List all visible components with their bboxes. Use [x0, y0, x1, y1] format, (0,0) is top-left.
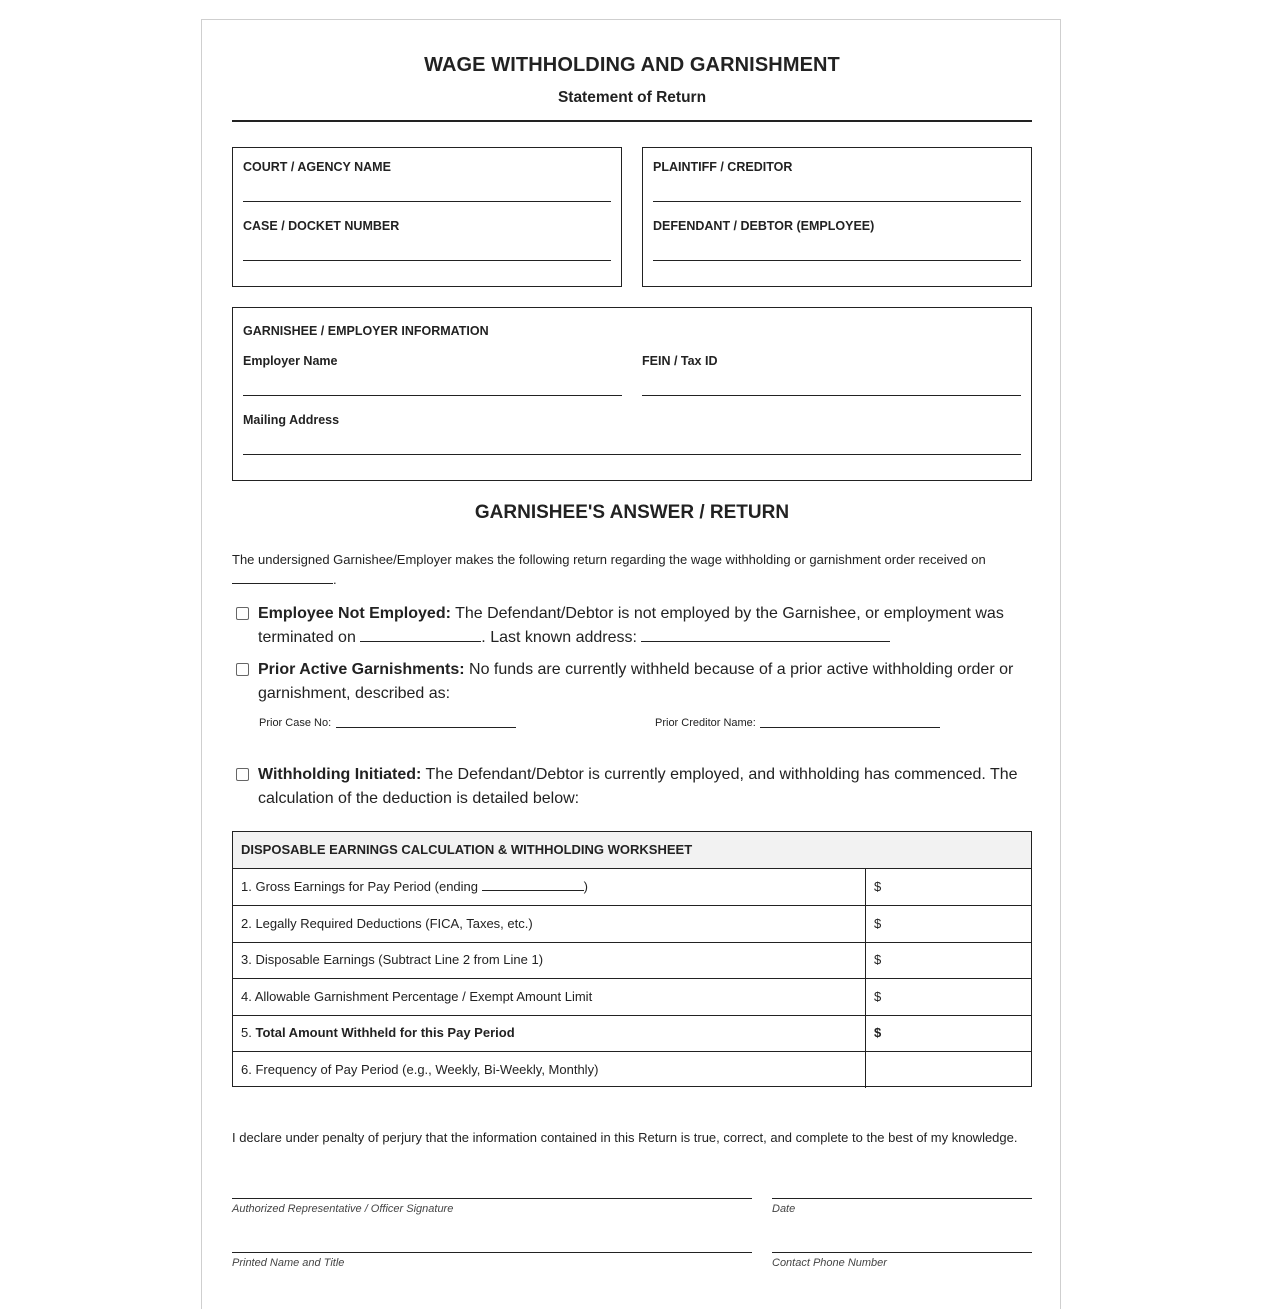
mailing-address-label: Mailing Address [243, 413, 340, 427]
employer-info-heading: GARNISHEE / EMPLOYER INFORMATION [243, 324, 489, 338]
court-agency-label: COURT / AGENCY NAME [243, 160, 391, 174]
answer-intro [232, 550, 1032, 590]
court-case-box [232, 147, 622, 287]
mailing-address-field[interactable] [243, 454, 1021, 455]
fein-label: FEIN / Tax ID [642, 354, 718, 368]
worksheet-row [233, 906, 1031, 943]
worksheet-row [233, 942, 1031, 979]
contact-phone-label: Contact Phone Number [772, 1257, 887, 1269]
worksheet-row [233, 1015, 1031, 1052]
withholding-initiated-text: The Defendant/Debtor is currently employed, and withholding has commenced. The calculation of the deduction is detailed below: [258, 766, 1018, 807]
allowable-percentage-amount[interactable]: $ [865, 979, 1032, 1015]
worksheet-row [233, 1052, 1031, 1088]
prior-garnishments-heading: Prior Active Garnishments: [258, 661, 465, 678]
total-withheld-label: Total Amount Withheld for this Pay Period [255, 1025, 515, 1040]
form-page [201, 19, 1061, 1309]
termination-date-field[interactable] [360, 629, 481, 642]
order-received-date-field[interactable] [232, 571, 333, 584]
form-subtitle: Statement of Return [557, 89, 707, 106]
employer-name-label: Employer Name [243, 354, 338, 368]
gross-earnings-label: 1. Gross Earnings for Pay Period (ending [241, 879, 479, 894]
total-withheld-prefix: 5. [241, 1025, 256, 1040]
worksheet-row [233, 869, 1031, 906]
worksheet-heading: DISPOSABLE EARNINGS CALCULATION & WITHHOLDING WORKSHEET [233, 832, 1031, 869]
date-label: Date [772, 1203, 796, 1215]
date-field[interactable] [772, 1198, 1032, 1199]
gross-earnings-label-end: ) [583, 879, 588, 894]
pay-frequency-field[interactable] [865, 1052, 1032, 1088]
answer-title: GARNISHEE'S ANSWER / RETURN [474, 502, 790, 523]
deductions-amount[interactable]: $ [865, 906, 1032, 942]
defendant-field[interactable] [653, 260, 1021, 261]
worksheet-row [233, 979, 1031, 1016]
printed-name-label: Printed Name and Title [232, 1257, 345, 1269]
contact-phone-field[interactable] [772, 1252, 1032, 1253]
plaintiff-field[interactable] [653, 201, 1021, 202]
parties-box [642, 147, 1032, 287]
employer-info-box [232, 307, 1032, 481]
intro-text: The undersigned Garnishee/Employer makes the following return regarding the wage withholding or garnishment order received on [232, 552, 986, 567]
form-title: WAGE WITHHOLDING AND GARNISHMENT [424, 54, 840, 76]
prior-case-label: Prior Case No: [259, 717, 332, 729]
signature-field[interactable] [232, 1198, 752, 1199]
fein-field[interactable] [642, 395, 1021, 396]
withholding-initiated-checkbox[interactable] [236, 768, 249, 781]
court-agency-field[interactable] [243, 201, 611, 202]
total-withheld-amount[interactable]: $ [865, 1015, 1032, 1051]
deductions-label: 2. Legally Required Deductions (FICA, Taxes, etc.) [241, 916, 533, 931]
withholding-worksheet [232, 831, 1032, 1087]
disposable-earnings-amount[interactable]: $ [865, 942, 1032, 978]
prior-case-field[interactable] [336, 727, 516, 728]
plaintiff-label: PLAINTIFF / CREDITOR [653, 160, 793, 174]
intro-end: . [333, 572, 337, 587]
not-employed-heading: Employee Not Employed: [258, 605, 451, 622]
not-employed-text: The Defendant/Debtor is not employed by the Garnishee, or employment was terminated on [258, 605, 1004, 646]
pay-frequency-label: 6. Frequency of Pay Period (e.g., Weekly, Bi-Weekly, Monthly) [241, 1062, 599, 1077]
last-known-address-field[interactable] [641, 629, 890, 642]
disposable-earnings-label: 3. Disposable Earnings (Subtract Line 2 from Line 1) [241, 952, 544, 967]
gross-earnings-amount[interactable]: $ [865, 869, 1032, 905]
case-docket-label: CASE / DOCKET NUMBER [243, 219, 400, 233]
header-divider [232, 120, 1032, 122]
printed-name-field[interactable] [232, 1252, 752, 1253]
last-address-label: . Last known address: [481, 629, 637, 646]
not-employed-checkbox[interactable] [236, 607, 249, 620]
prior-garnishments-checkbox[interactable] [236, 663, 249, 676]
case-docket-field[interactable] [243, 260, 611, 261]
prior-creditor-field[interactable] [760, 727, 940, 728]
pay-period-end-field[interactable] [482, 877, 584, 891]
signature-label: Authorized Representative / Officer Signature [232, 1203, 454, 1215]
allowable-percentage-label: 4. Allowable Garnishment Percentage / Exempt Amount Limit [241, 989, 593, 1004]
perjury-declaration: I declare under penalty of perjury that the information contained in this Return is true, correct, and complete to the best of my knowledge. [232, 1130, 1018, 1145]
withholding-initiated-heading: Withholding Initiated: [258, 766, 422, 783]
prior-creditor-label: Prior Creditor Name: [655, 717, 756, 729]
defendant-label: DEFENDANT / DEBTOR (EMPLOYEE) [653, 219, 875, 233]
prior-garnishments-text: No funds are currently withheld because of a prior active withholding order or garnishment, described as: [258, 661, 1014, 702]
employer-name-field[interactable] [243, 395, 622, 396]
